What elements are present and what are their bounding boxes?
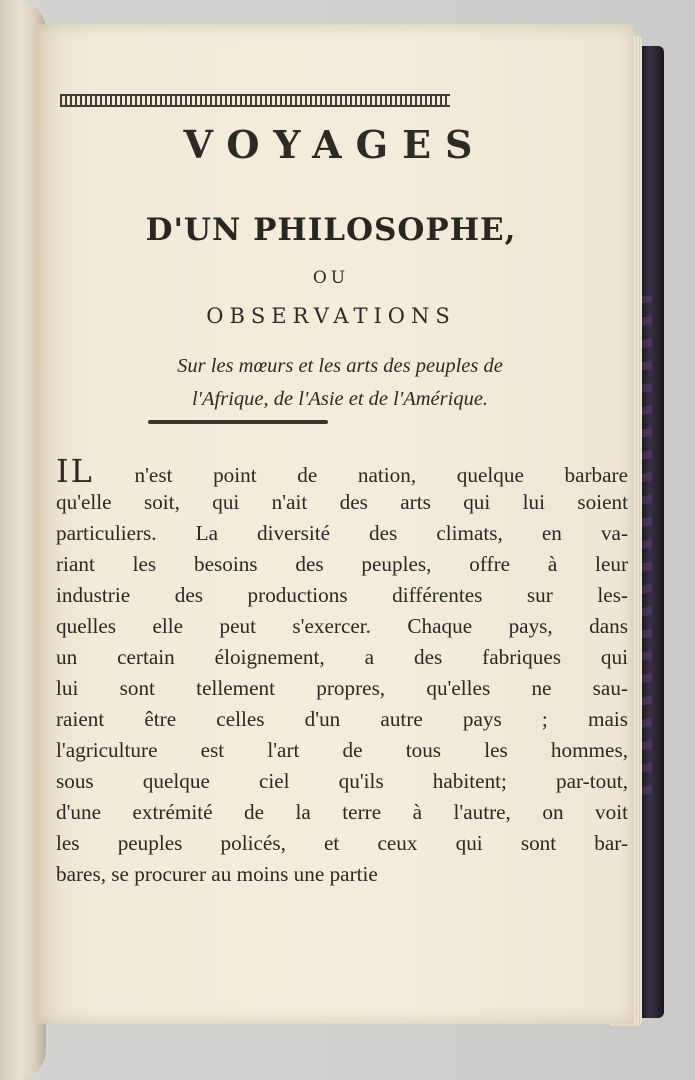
text-line: un certain éloignement, a des fabriques qui [56, 645, 628, 669]
body-paragraph [56, 452, 628, 890]
text-line: industrie des productions différentes sur les- [56, 583, 628, 607]
text-line: l'agriculture est l'art de tous les hommes, [56, 738, 628, 762]
title-ou: OU [312, 268, 350, 288]
first-line-text: n'est point de nation, quelque barbare [93, 463, 628, 487]
text-line: raient être celles d'un autre pays ; mais [56, 707, 628, 731]
text-line: riant les besoins des peuples, offre à leur [56, 552, 628, 576]
text-line: particuliers. La diversité des climats, en va- [56, 521, 628, 545]
text-line: quelles elle peut s'exercer. Chaque pays, dans [56, 614, 628, 638]
text-line: bares, se procurer au moins une partie [56, 862, 378, 886]
top-ornamental-rule [60, 94, 450, 107]
subtitle-line: l'Afrique, de l'Asie et de l'Amérique. [191, 388, 489, 410]
text-line [56, 452, 628, 490]
drop-cap: IL [56, 452, 94, 490]
title-philosophe: D'UN PHILOSOPHE, [145, 212, 517, 248]
divider-rule [148, 420, 328, 424]
text-line: d'une extrémité de la terre à l'autre, on voit [56, 800, 628, 824]
title-voyages: VOYAGES [183, 122, 487, 167]
title-observations: OBSERVATIONS [206, 304, 456, 328]
book-page [36, 24, 634, 1024]
subtitle-line: Sur les mœurs et les arts des peuples de [177, 355, 503, 377]
text-line: sous quelque ciel qu'ils habitent; par-tout, [56, 769, 628, 793]
text-line: les peuples policés, et ceux qui sont bar- [56, 831, 628, 855]
subtitle [54, 350, 626, 416]
text-line: lui sont tellement propres, qu'elles ne sau- [56, 676, 628, 700]
text-line: qu'elle soit, qui n'ait des arts qui lui soient [56, 490, 628, 514]
